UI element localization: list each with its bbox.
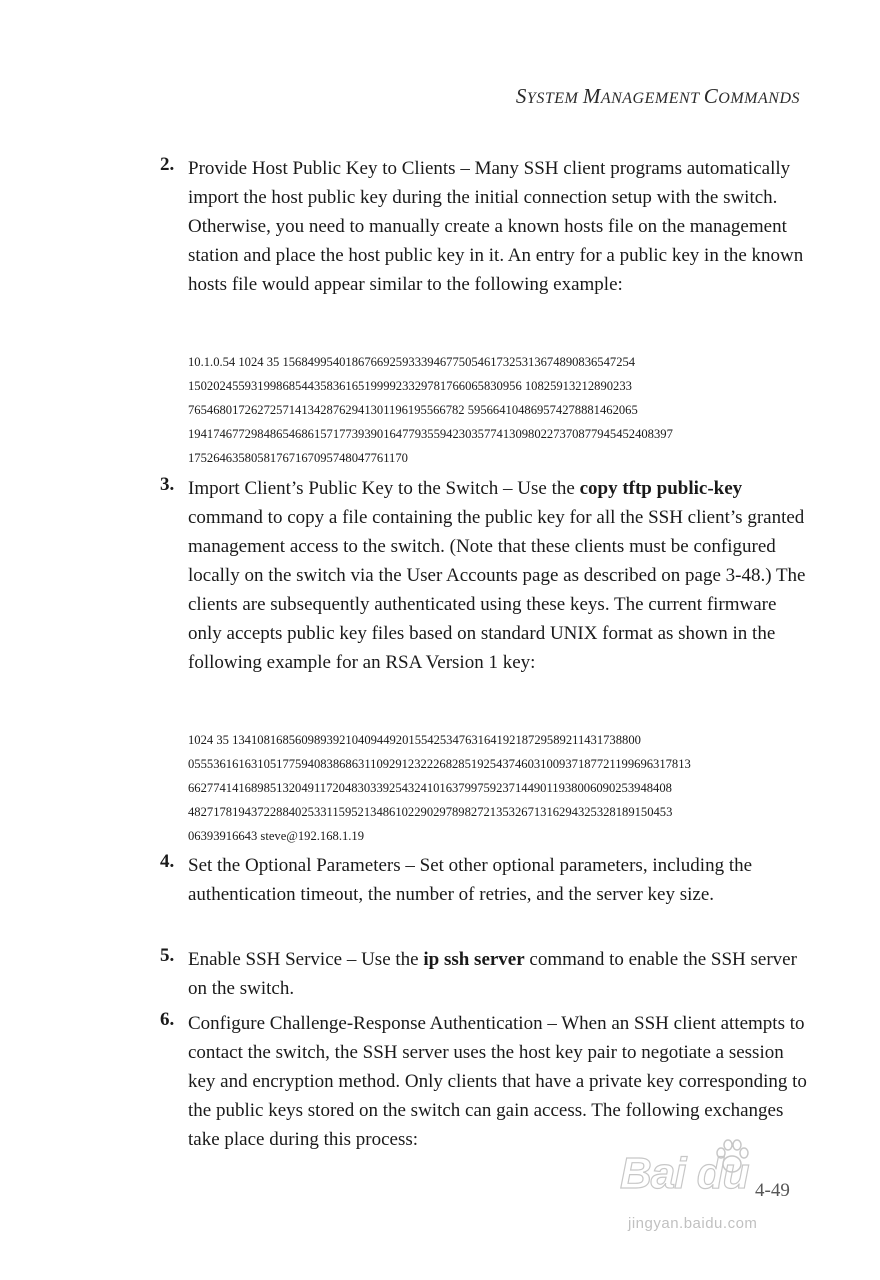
- header-text: YSTEM: [526, 90, 583, 107]
- step-text-part: command to enable the SSH server on the switch.: [188, 949, 797, 999]
- code-line: 19417467729848654686157177393901647793559423035774130980227370877945452408397: [188, 427, 673, 441]
- running-header: [516, 84, 800, 109]
- step-number: 4.: [160, 851, 175, 872]
- step-text-part: Import Client’s Public Key to the Switch – Use the: [188, 478, 580, 499]
- list-item-step-5: [160, 945, 810, 1003]
- header-text: ANAGEMENT: [600, 90, 704, 107]
- code-line: 66277414168985132049117204830339254324101637997592371449011938006090253948408: [188, 781, 672, 795]
- code-line: 15020245593199868544358361651999923329781766065830956 10825913212890233: [188, 379, 632, 393]
- client-key-example: [188, 728, 808, 848]
- header-text: OMMANDS: [718, 90, 800, 107]
- command-name: copy tftp public-key: [579, 478, 743, 499]
- command-name: ip ssh server: [423, 949, 525, 970]
- step-text: Set the Optional Parameters – Set other optional parameters, including the authentication timeout, the number of retries, and the server key size.: [188, 855, 753, 905]
- step-number: 2.: [160, 154, 175, 175]
- header-letter: S: [515, 84, 527, 108]
- code-line: 76546801726272571413428762941301196195566782 595664104869574278881462065: [188, 403, 638, 417]
- page-number: 4-49: [755, 1180, 790, 1201]
- step-text: [188, 945, 810, 1003]
- code-line: 06393916643 steve@192.168.1.19: [188, 829, 365, 843]
- step-text: Configure Challenge-Response Authentication – When an SSH client attempts to contact the switch, the SSH server uses the host key pair to negotiate a session key and encryption method. Only clients that have a private key corresponding to the public keys stored on the switch can gain access. The following exchanges take place during this process:: [188, 1013, 807, 1150]
- baidu-watermark: [620, 1145, 840, 1255]
- step-text-part: command to copy a file containing the public key for all the SSH client’s granted management access to the switch. (Note that these clients must be configured locally on the switch via the User Accounts page as described on page 3-48.) The clients are subsequently authenticated using these keys. The current firmware only accepts public key files based on standard UNIX format as shown in the following example for an RSA Version 1 key:: [188, 507, 806, 673]
- header-letter: M: [582, 84, 601, 108]
- step-number: 3.: [160, 474, 175, 495]
- code-line: 1024 35 13410816856098939210409449201554253476316419218729589211431738800: [188, 733, 641, 747]
- step-number: 6.: [160, 1009, 175, 1030]
- watermark-site: jingyan.baidu.com: [628, 1215, 758, 1232]
- step-text-part: Enable SSH Service – Use the: [188, 949, 424, 970]
- host-key-example: [188, 350, 808, 470]
- paw-icon: [712, 1137, 752, 1177]
- step-text: Provide Host Public Key to Clients – Many SSH client programs automatically import the host public key during the initial connection setup with the switch. Otherwise, you need to manually create a known hosts file on the management station and place the host public key in it. An entry for a public key in the known hosts file would appear similar to the following example:: [188, 158, 804, 295]
- list-item-step-6: [160, 1009, 810, 1154]
- watermark-logo: Bai du: [620, 1149, 749, 1198]
- list-item-step-4: [160, 851, 810, 909]
- step-text: [188, 474, 810, 677]
- code-line: 48271781943722884025331159521348610229029789827213532671316294325328189150453: [188, 805, 673, 819]
- header-letter: C: [703, 84, 719, 108]
- list-item-step-3: [160, 474, 810, 677]
- code-line: 05553616163105177594083868631109291232226828519254374603100937187721199696317813: [188, 757, 691, 771]
- code-line: 10.1.0.54 1024 35 15684995401867669259333946775054617325313674890836547254: [188, 355, 636, 369]
- step-number: 5.: [160, 945, 175, 966]
- code-line: 17526463580581767167095748047761170: [188, 451, 408, 465]
- list-item-step-2: [160, 154, 810, 299]
